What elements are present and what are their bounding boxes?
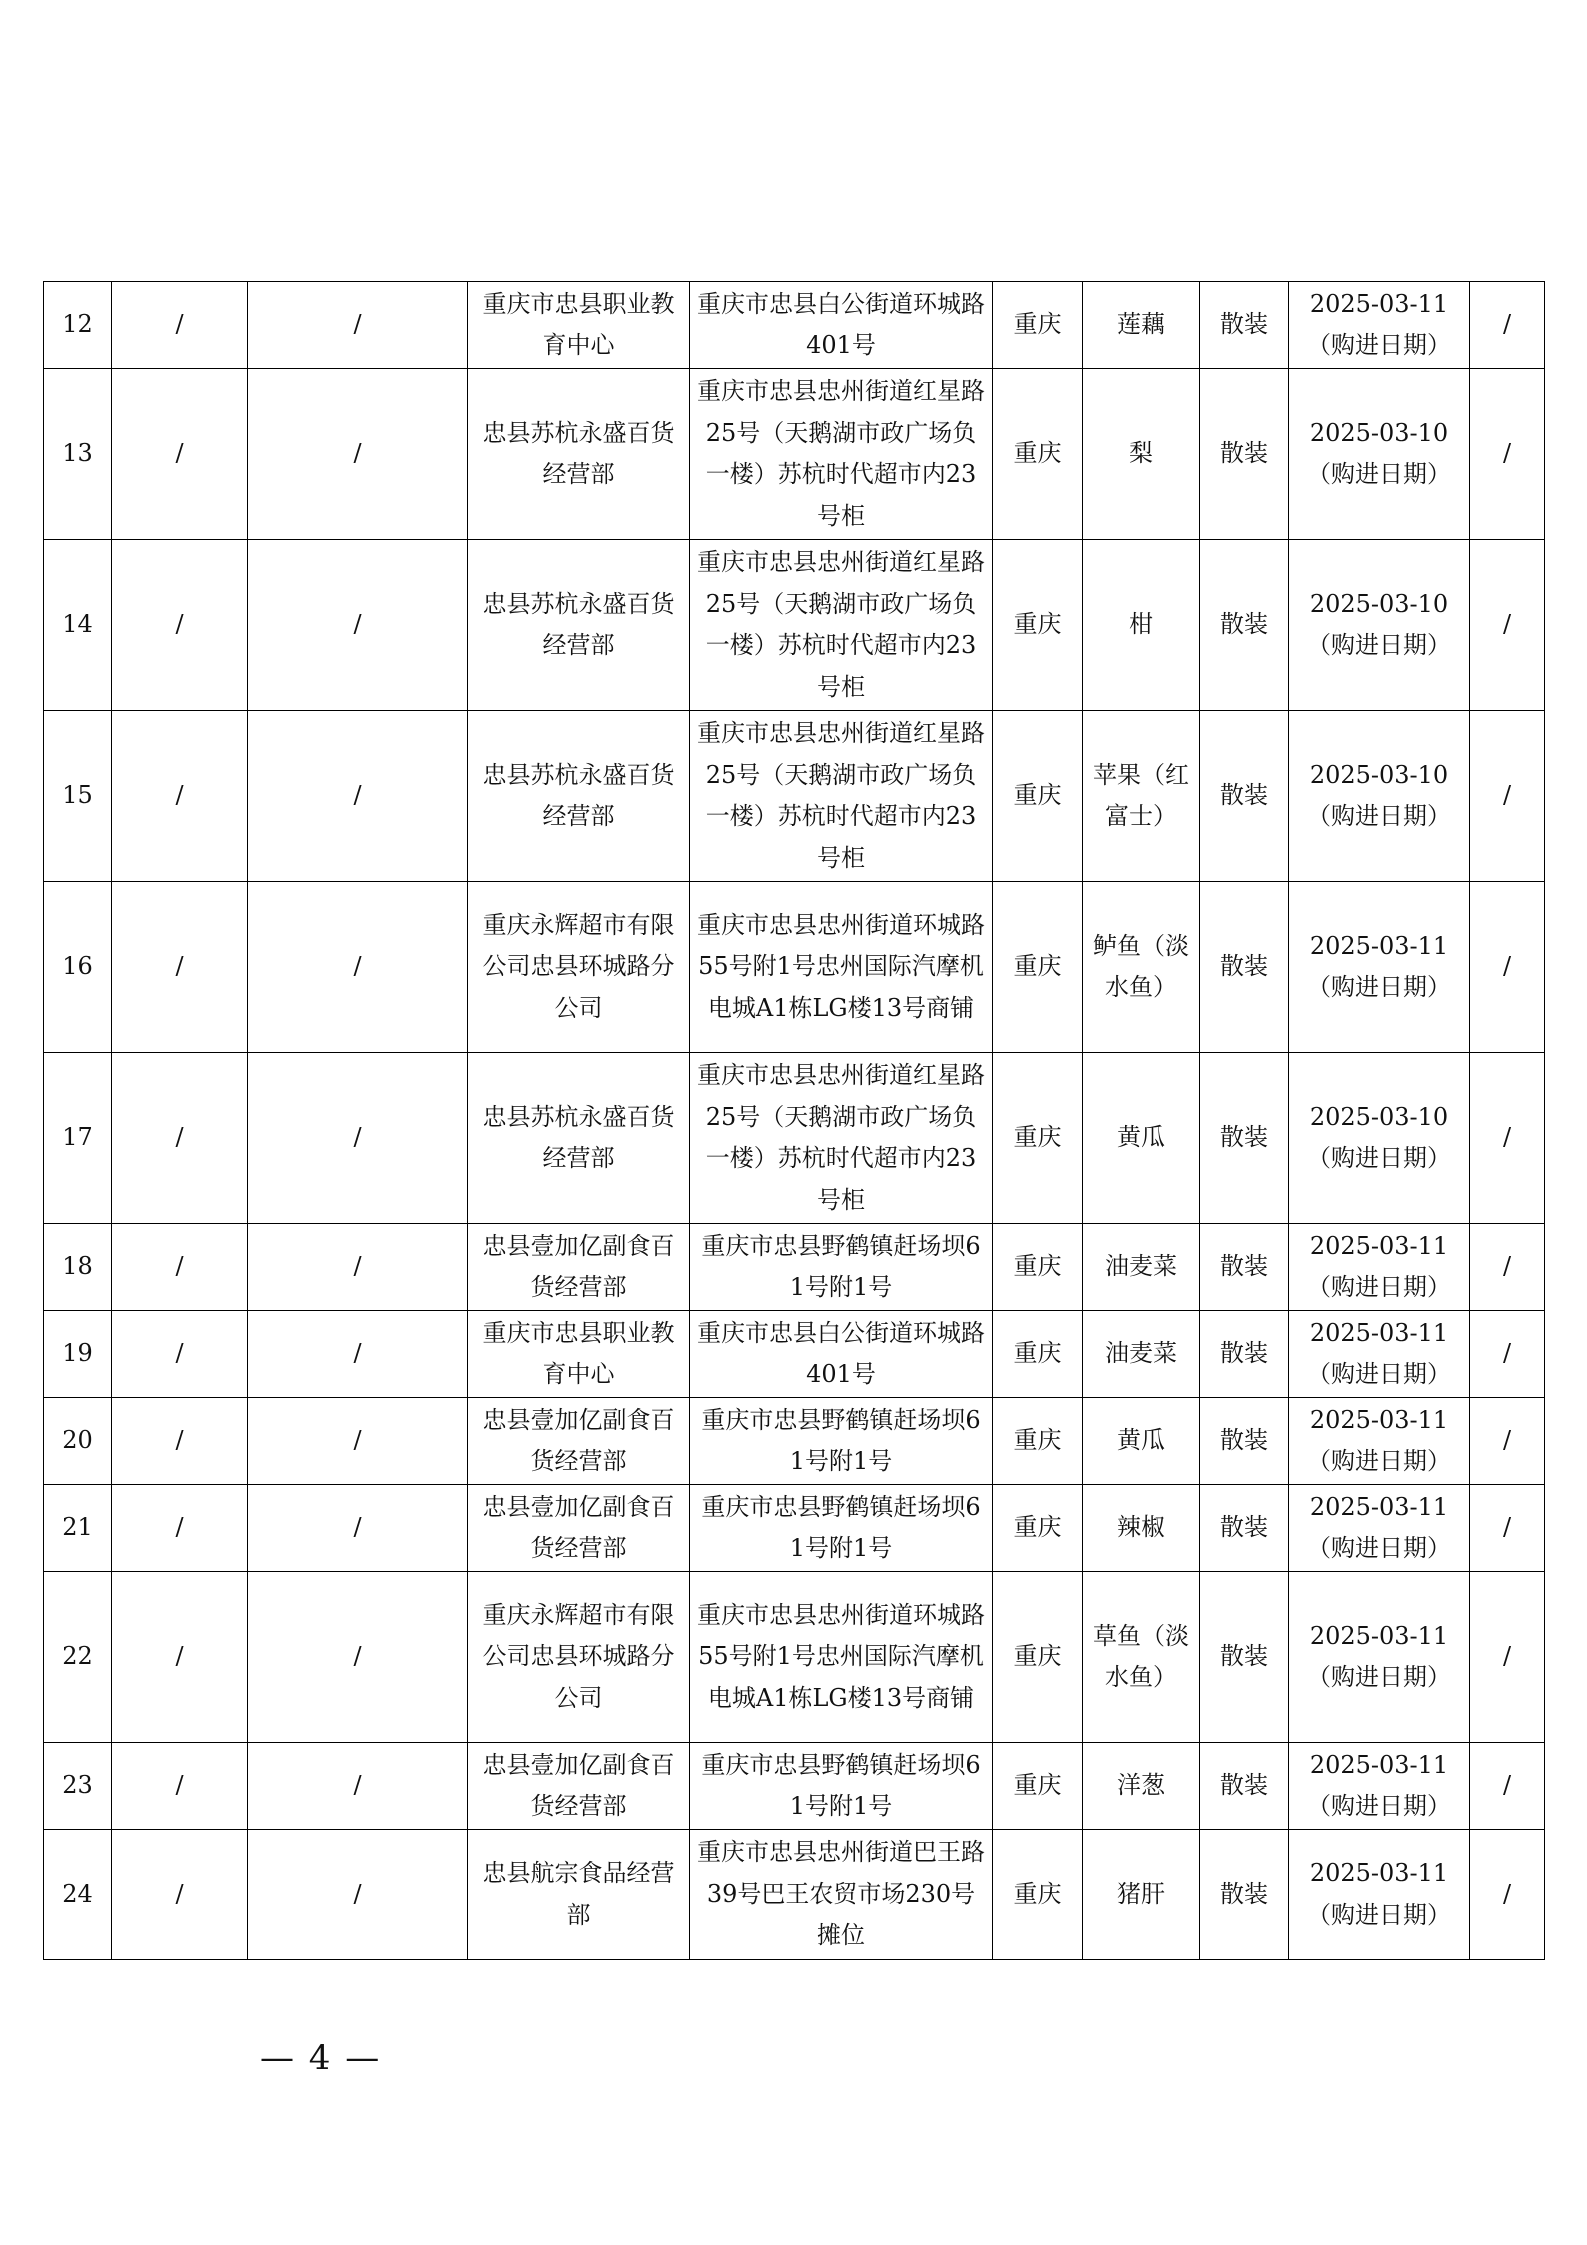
business-name-cell: 重庆永辉超市有限公司忠县环城路分公司: [468, 882, 690, 1053]
date-note: （购进日期）: [1307, 1900, 1451, 1929]
row-index-cell: 17: [44, 1053, 112, 1224]
empty-slash-cell: /: [1470, 711, 1545, 882]
table-row: [44, 1053, 1545, 1224]
table-row: [44, 540, 1545, 711]
date-note: （购进日期）: [1307, 1273, 1451, 1301]
food-name-cell: 油麦菜: [1083, 1224, 1200, 1311]
row-index-cell: 14: [44, 540, 112, 711]
food-name-cell: 猪肝: [1083, 1830, 1200, 1960]
business-name-cell: 忠县壹加亿副食百货经营部: [468, 1743, 690, 1830]
empty-slash-cell: /: [112, 1398, 248, 1485]
date-note: （购进日期）: [1307, 460, 1451, 488]
date-cell: [1289, 1398, 1470, 1485]
region-cell: 重庆: [993, 1224, 1083, 1311]
date-note: （购进日期）: [1307, 331, 1451, 359]
address-cell: 重庆市忠县忠州街道红星路25号（天鹅湖市政广场负一楼）苏杭时代超市内23号柜: [690, 1053, 993, 1224]
table-row: [44, 1743, 1545, 1830]
packaging-cell: 散装: [1200, 1053, 1289, 1224]
table-row: [44, 1311, 1545, 1398]
date-note: （购进日期）: [1307, 1792, 1451, 1820]
empty-slash-cell: /: [248, 282, 468, 369]
packaging-cell: 散装: [1200, 369, 1289, 540]
date-note: （购进日期）: [1307, 1360, 1451, 1388]
empty-slash-cell: /: [1470, 1572, 1545, 1743]
empty-slash-cell: /: [112, 369, 248, 540]
packaging-cell: 散装: [1200, 1311, 1289, 1398]
date-cell: [1289, 540, 1470, 711]
date-value: 2025-03-10: [1309, 760, 1449, 789]
table-row: [44, 1485, 1545, 1572]
address-cell: 重庆市忠县白公街道环城路401号: [690, 1311, 993, 1398]
region-cell: 重庆: [993, 1311, 1083, 1398]
food-name-cell: 草鱼（淡水鱼）: [1083, 1572, 1200, 1743]
empty-slash-cell: /: [248, 1830, 468, 1960]
date-cell: [1289, 282, 1470, 369]
packaging-cell: 散装: [1200, 1572, 1289, 1743]
business-name-cell: 忠县壹加亿副食百货经营部: [468, 1485, 690, 1572]
empty-slash-cell: /: [112, 540, 248, 711]
address-cell: 重庆市忠县野鹤镇赶场坝61号附1号: [690, 1398, 993, 1485]
empty-slash-cell: /: [248, 1311, 468, 1398]
row-index-cell: 22: [44, 1572, 112, 1743]
date-value: 2025-03-11: [1309, 1492, 1449, 1521]
empty-slash-cell: /: [1470, 1830, 1545, 1960]
food-name-cell: 莲藕: [1083, 282, 1200, 369]
row-index-cell: 20: [44, 1398, 112, 1485]
empty-slash-cell: /: [112, 1572, 248, 1743]
region-cell: 重庆: [993, 882, 1083, 1053]
address-cell: 重庆市忠县野鹤镇赶场坝61号附1号: [690, 1743, 993, 1830]
date-value: 2025-03-10: [1309, 589, 1449, 618]
business-name-cell: 重庆市忠县职业教育中心: [468, 282, 690, 369]
date-value: 2025-03-11: [1309, 1318, 1449, 1347]
empty-slash-cell: /: [112, 711, 248, 882]
empty-slash-cell: /: [1470, 1743, 1545, 1830]
date-value: 2025-03-10: [1309, 418, 1449, 447]
row-index-cell: 24: [44, 1830, 112, 1960]
address-cell: 重庆市忠县忠州街道红星路25号（天鹅湖市政广场负一楼）苏杭时代超市内23号柜: [690, 711, 993, 882]
empty-slash-cell: /: [1470, 540, 1545, 711]
table-row: [44, 882, 1545, 1053]
date-value: 2025-03-11: [1309, 931, 1449, 960]
business-name-cell: 忠县航宗食品经营部: [468, 1830, 690, 1960]
table-row: [44, 1572, 1545, 1743]
empty-slash-cell: /: [1470, 1053, 1545, 1224]
table-body: [44, 282, 1545, 1960]
business-name-cell: 忠县苏杭永盛百货经营部: [468, 711, 690, 882]
packaging-cell: 散装: [1200, 1398, 1289, 1485]
empty-slash-cell: /: [1470, 1224, 1545, 1311]
empty-slash-cell: /: [248, 540, 468, 711]
address-cell: 重庆市忠县野鹤镇赶场坝61号附1号: [690, 1224, 993, 1311]
food-name-cell: 辣椒: [1083, 1485, 1200, 1572]
business-name-cell: 忠县壹加亿副食百货经营部: [468, 1398, 690, 1485]
page-number: — 4 —: [260, 2038, 382, 2078]
empty-slash-cell: /: [248, 1743, 468, 1830]
empty-slash-cell: /: [248, 711, 468, 882]
date-value: 2025-03-11: [1309, 289, 1449, 318]
row-index-cell: 18: [44, 1224, 112, 1311]
empty-slash-cell: /: [248, 1485, 468, 1572]
empty-slash-cell: /: [1470, 1398, 1545, 1485]
empty-slash-cell: /: [112, 1311, 248, 1398]
row-index-cell: 21: [44, 1485, 112, 1572]
date-note: （购进日期）: [1307, 1663, 1451, 1691]
date-note: （购进日期）: [1307, 631, 1451, 659]
address-cell: 重庆市忠县忠州街道红星路25号（天鹅湖市政广场负一楼）苏杭时代超市内23号柜: [690, 540, 993, 711]
table-row: [44, 369, 1545, 540]
table-row: [44, 282, 1545, 369]
date-cell: [1289, 1572, 1470, 1743]
address-cell: 重庆市忠县忠州街道环城路55号附1号忠州国际汽摩机电城A1栋LG楼13号商铺: [690, 882, 993, 1053]
packaging-cell: 散装: [1200, 1743, 1289, 1830]
date-value: 2025-03-11: [1309, 1405, 1449, 1434]
business-name-cell: 忠县苏杭永盛百货经营部: [468, 540, 690, 711]
empty-slash-cell: /: [1470, 1311, 1545, 1398]
business-name-cell: 重庆市忠县职业教育中心: [468, 1311, 690, 1398]
date-value: 2025-03-11: [1309, 1859, 1449, 1887]
date-value: 2025-03-11: [1309, 1750, 1449, 1779]
empty-slash-cell: /: [1470, 882, 1545, 1053]
date-note: （购进日期）: [1307, 973, 1451, 1001]
address-cell: 重庆市忠县野鹤镇赶场坝61号附1号: [690, 1485, 993, 1572]
packaging-cell: 散装: [1200, 711, 1289, 882]
region-cell: 重庆: [993, 1485, 1083, 1572]
address-cell: 重庆市忠县忠州街道环城路55号附1号忠州国际汽摩机电城A1栋LG楼13号商铺: [690, 1572, 993, 1743]
food-name-cell: 油麦菜: [1083, 1311, 1200, 1398]
food-name-cell: 黄瓜: [1083, 1053, 1200, 1224]
region-cell: 重庆: [993, 711, 1083, 882]
table-row: [44, 711, 1545, 882]
date-note: （购进日期）: [1307, 1144, 1451, 1172]
empty-slash-cell: /: [1470, 1485, 1545, 1572]
date-cell: [1289, 369, 1470, 540]
business-name-cell: 重庆永辉超市有限公司忠县环城路分公司: [468, 1572, 690, 1743]
empty-slash-cell: /: [112, 1743, 248, 1830]
date-note: （购进日期）: [1307, 802, 1451, 830]
row-index-cell: 19: [44, 1311, 112, 1398]
date-value: 2025-03-11: [1309, 1621, 1449, 1650]
packaging-cell: 散装: [1200, 1485, 1289, 1572]
packaging-cell: 散装: [1200, 540, 1289, 711]
row-index-cell: 16: [44, 882, 112, 1053]
empty-slash-cell: /: [112, 1224, 248, 1311]
empty-slash-cell: /: [248, 1572, 468, 1743]
empty-slash-cell: /: [112, 1485, 248, 1572]
packaging-cell: 散装: [1200, 882, 1289, 1053]
region-cell: 重庆: [993, 1743, 1083, 1830]
date-cell: [1289, 882, 1470, 1053]
empty-slash-cell: /: [248, 882, 468, 1053]
table-row: [44, 1830, 1545, 1960]
date-cell: [1289, 1830, 1470, 1960]
packaging-cell: 散装: [1200, 282, 1289, 369]
address-cell: 重庆市忠县忠州街道巴王路39号巴王农贸市场230号摊位: [690, 1830, 993, 1960]
region-cell: 重庆: [993, 1053, 1083, 1224]
row-index-cell: 13: [44, 369, 112, 540]
empty-slash-cell: /: [112, 1830, 248, 1960]
date-note: （购进日期）: [1307, 1534, 1451, 1562]
row-index-cell: 12: [44, 282, 112, 369]
food-name-cell: 鲈鱼（淡水鱼）: [1083, 882, 1200, 1053]
empty-slash-cell: /: [1470, 369, 1545, 540]
date-value: 2025-03-11: [1309, 1231, 1449, 1260]
region-cell: 重庆: [993, 1572, 1083, 1743]
table-row: [44, 1224, 1545, 1311]
business-name-cell: 忠县壹加亿副食百货经营部: [468, 1224, 690, 1311]
empty-slash-cell: /: [248, 369, 468, 540]
region-cell: 重庆: [993, 540, 1083, 711]
empty-slash-cell: /: [112, 1053, 248, 1224]
food-name-cell: 黄瓜: [1083, 1398, 1200, 1485]
date-cell: [1289, 1224, 1470, 1311]
empty-slash-cell: /: [1470, 282, 1545, 369]
date-cell: [1289, 1311, 1470, 1398]
empty-slash-cell: /: [112, 882, 248, 1053]
food-name-cell: 柑: [1083, 540, 1200, 711]
region-cell: 重庆: [993, 1830, 1083, 1960]
date-cell: [1289, 1743, 1470, 1830]
date-cell: [1289, 1485, 1470, 1572]
empty-slash-cell: /: [112, 282, 248, 369]
region-cell: 重庆: [993, 369, 1083, 540]
region-cell: 重庆: [993, 282, 1083, 369]
empty-slash-cell: /: [248, 1398, 468, 1485]
food-name-cell: 梨: [1083, 369, 1200, 540]
packaging-cell: 散装: [1200, 1830, 1289, 1960]
date-value: 2025-03-10: [1309, 1102, 1449, 1131]
sampling-table: [43, 281, 1545, 1960]
date-cell: [1289, 1053, 1470, 1224]
food-name-cell: 苹果（红富士）: [1083, 711, 1200, 882]
food-name-cell: 洋葱: [1083, 1743, 1200, 1830]
table-row: [44, 1398, 1545, 1485]
row-index-cell: 15: [44, 711, 112, 882]
address-cell: 重庆市忠县白公街道环城路401号: [690, 282, 993, 369]
business-name-cell: 忠县苏杭永盛百货经营部: [468, 1053, 690, 1224]
packaging-cell: 散装: [1200, 1224, 1289, 1311]
empty-slash-cell: /: [248, 1224, 468, 1311]
business-name-cell: 忠县苏杭永盛百货经营部: [468, 369, 690, 540]
row-index-cell: 23: [44, 1743, 112, 1830]
empty-slash-cell: /: [248, 1053, 468, 1224]
region-cell: 重庆: [993, 1398, 1083, 1485]
address-cell: 重庆市忠县忠州街道红星路25号（天鹅湖市政广场负一楼）苏杭时代超市内23号柜: [690, 369, 993, 540]
date-cell: [1289, 711, 1470, 882]
date-note: （购进日期）: [1307, 1447, 1451, 1475]
